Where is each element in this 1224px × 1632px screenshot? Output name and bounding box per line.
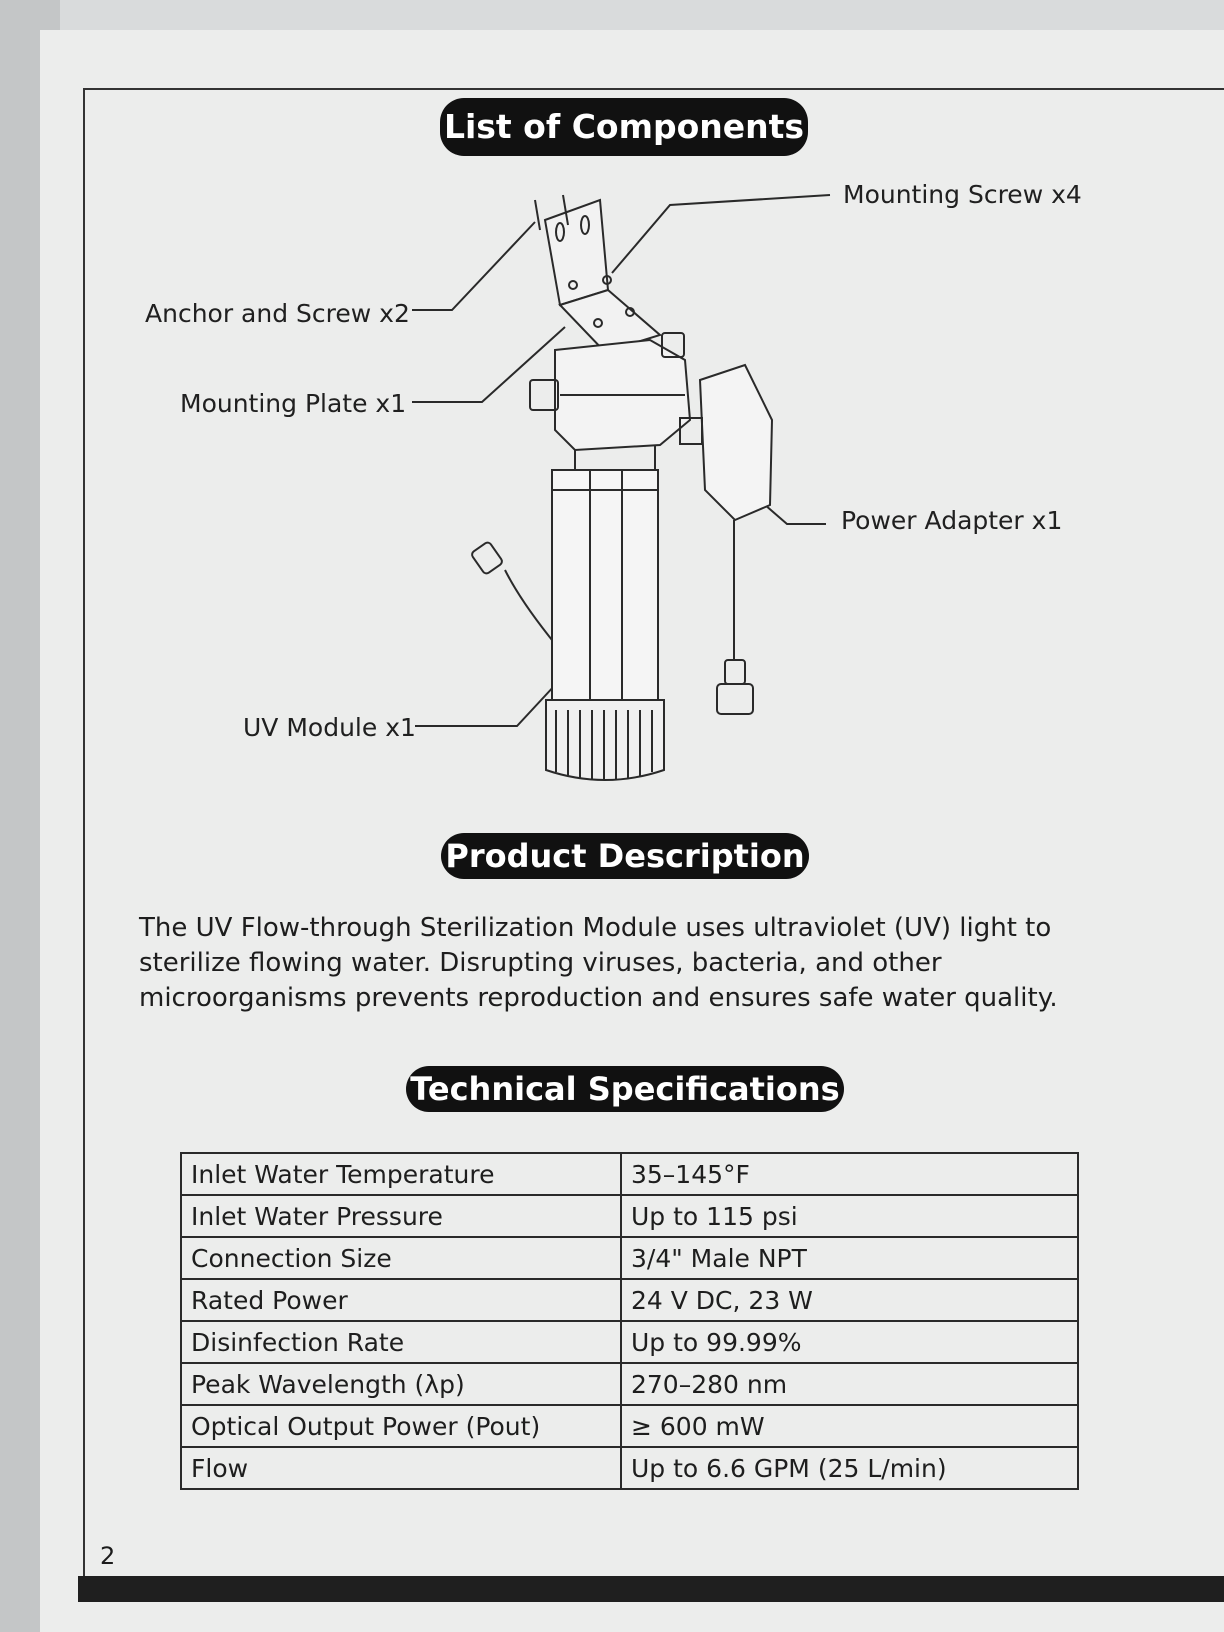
label-power-adapter: Power Adapter x1 xyxy=(841,506,1063,535)
spec-value: 24 V DC, 23 W xyxy=(621,1279,1078,1321)
footer-bar xyxy=(78,1576,1224,1602)
spec-value: Up to 99.99% xyxy=(621,1321,1078,1363)
spec-label: Inlet Water Pressure xyxy=(181,1195,621,1237)
power-adapter-shape xyxy=(680,365,772,714)
table-row xyxy=(181,1447,1078,1489)
module-cable xyxy=(471,541,552,640)
spec-label: Connection Size xyxy=(181,1237,621,1279)
spec-label: Rated Power xyxy=(181,1279,621,1321)
label-anchor-screw: Anchor and Screw x2 xyxy=(145,299,410,328)
spec-label: Optical Output Power (Pout) xyxy=(181,1405,621,1447)
label-mounting-screw: Mounting Screw x4 xyxy=(843,180,1082,209)
uv-module-body xyxy=(552,470,658,712)
specs-heading: Technical Specifications xyxy=(406,1066,844,1112)
label-mounting-plate: Mounting Plate x1 xyxy=(180,389,407,418)
mounting-plate-shape xyxy=(535,195,660,352)
table-row xyxy=(181,1405,1078,1447)
uv-module-head xyxy=(530,333,690,470)
spec-label: Inlet Water Temperature xyxy=(181,1153,621,1195)
spec-label: Peak Wavelength (λp) xyxy=(181,1363,621,1405)
spec-label: Flow xyxy=(181,1447,621,1489)
spec-value: 270–280 nm xyxy=(621,1363,1078,1405)
leader-plate xyxy=(412,327,565,402)
components-heading: List of Components xyxy=(440,98,808,156)
table-row xyxy=(181,1153,1078,1195)
table-row xyxy=(181,1195,1078,1237)
product-description-text: The UV Flow-through Sterilization Module uses ultraviolet (UV) light to sterilize flowing water. Disrupting viruses, bacteria, and other microorganisms prevents reproduction and ensures safe water quality. xyxy=(139,913,1058,1013)
spec-value: ≥ 600 mW xyxy=(621,1405,1078,1447)
spec-value: 3/4" Male NPT xyxy=(621,1237,1078,1279)
page-number: 2 xyxy=(100,1542,116,1570)
spec-value: 35–145°F xyxy=(621,1153,1078,1195)
table-row xyxy=(181,1321,1078,1363)
spec-value: Up to 115 psi xyxy=(621,1195,1078,1237)
specifications-table xyxy=(180,1152,1079,1490)
table-row xyxy=(181,1237,1078,1279)
spec-label: Disinfection Rate xyxy=(181,1321,621,1363)
description-heading: Product Description xyxy=(441,833,809,879)
table-row xyxy=(181,1363,1078,1405)
table-row xyxy=(181,1279,1078,1321)
spec-value: Up to 6.6 GPM (25 L/min) xyxy=(621,1447,1078,1489)
leader-anchor xyxy=(412,222,535,310)
uv-module-base xyxy=(546,700,664,780)
label-uv-module: UV Module x1 xyxy=(243,713,416,742)
leader-mounting-screw xyxy=(612,195,830,273)
